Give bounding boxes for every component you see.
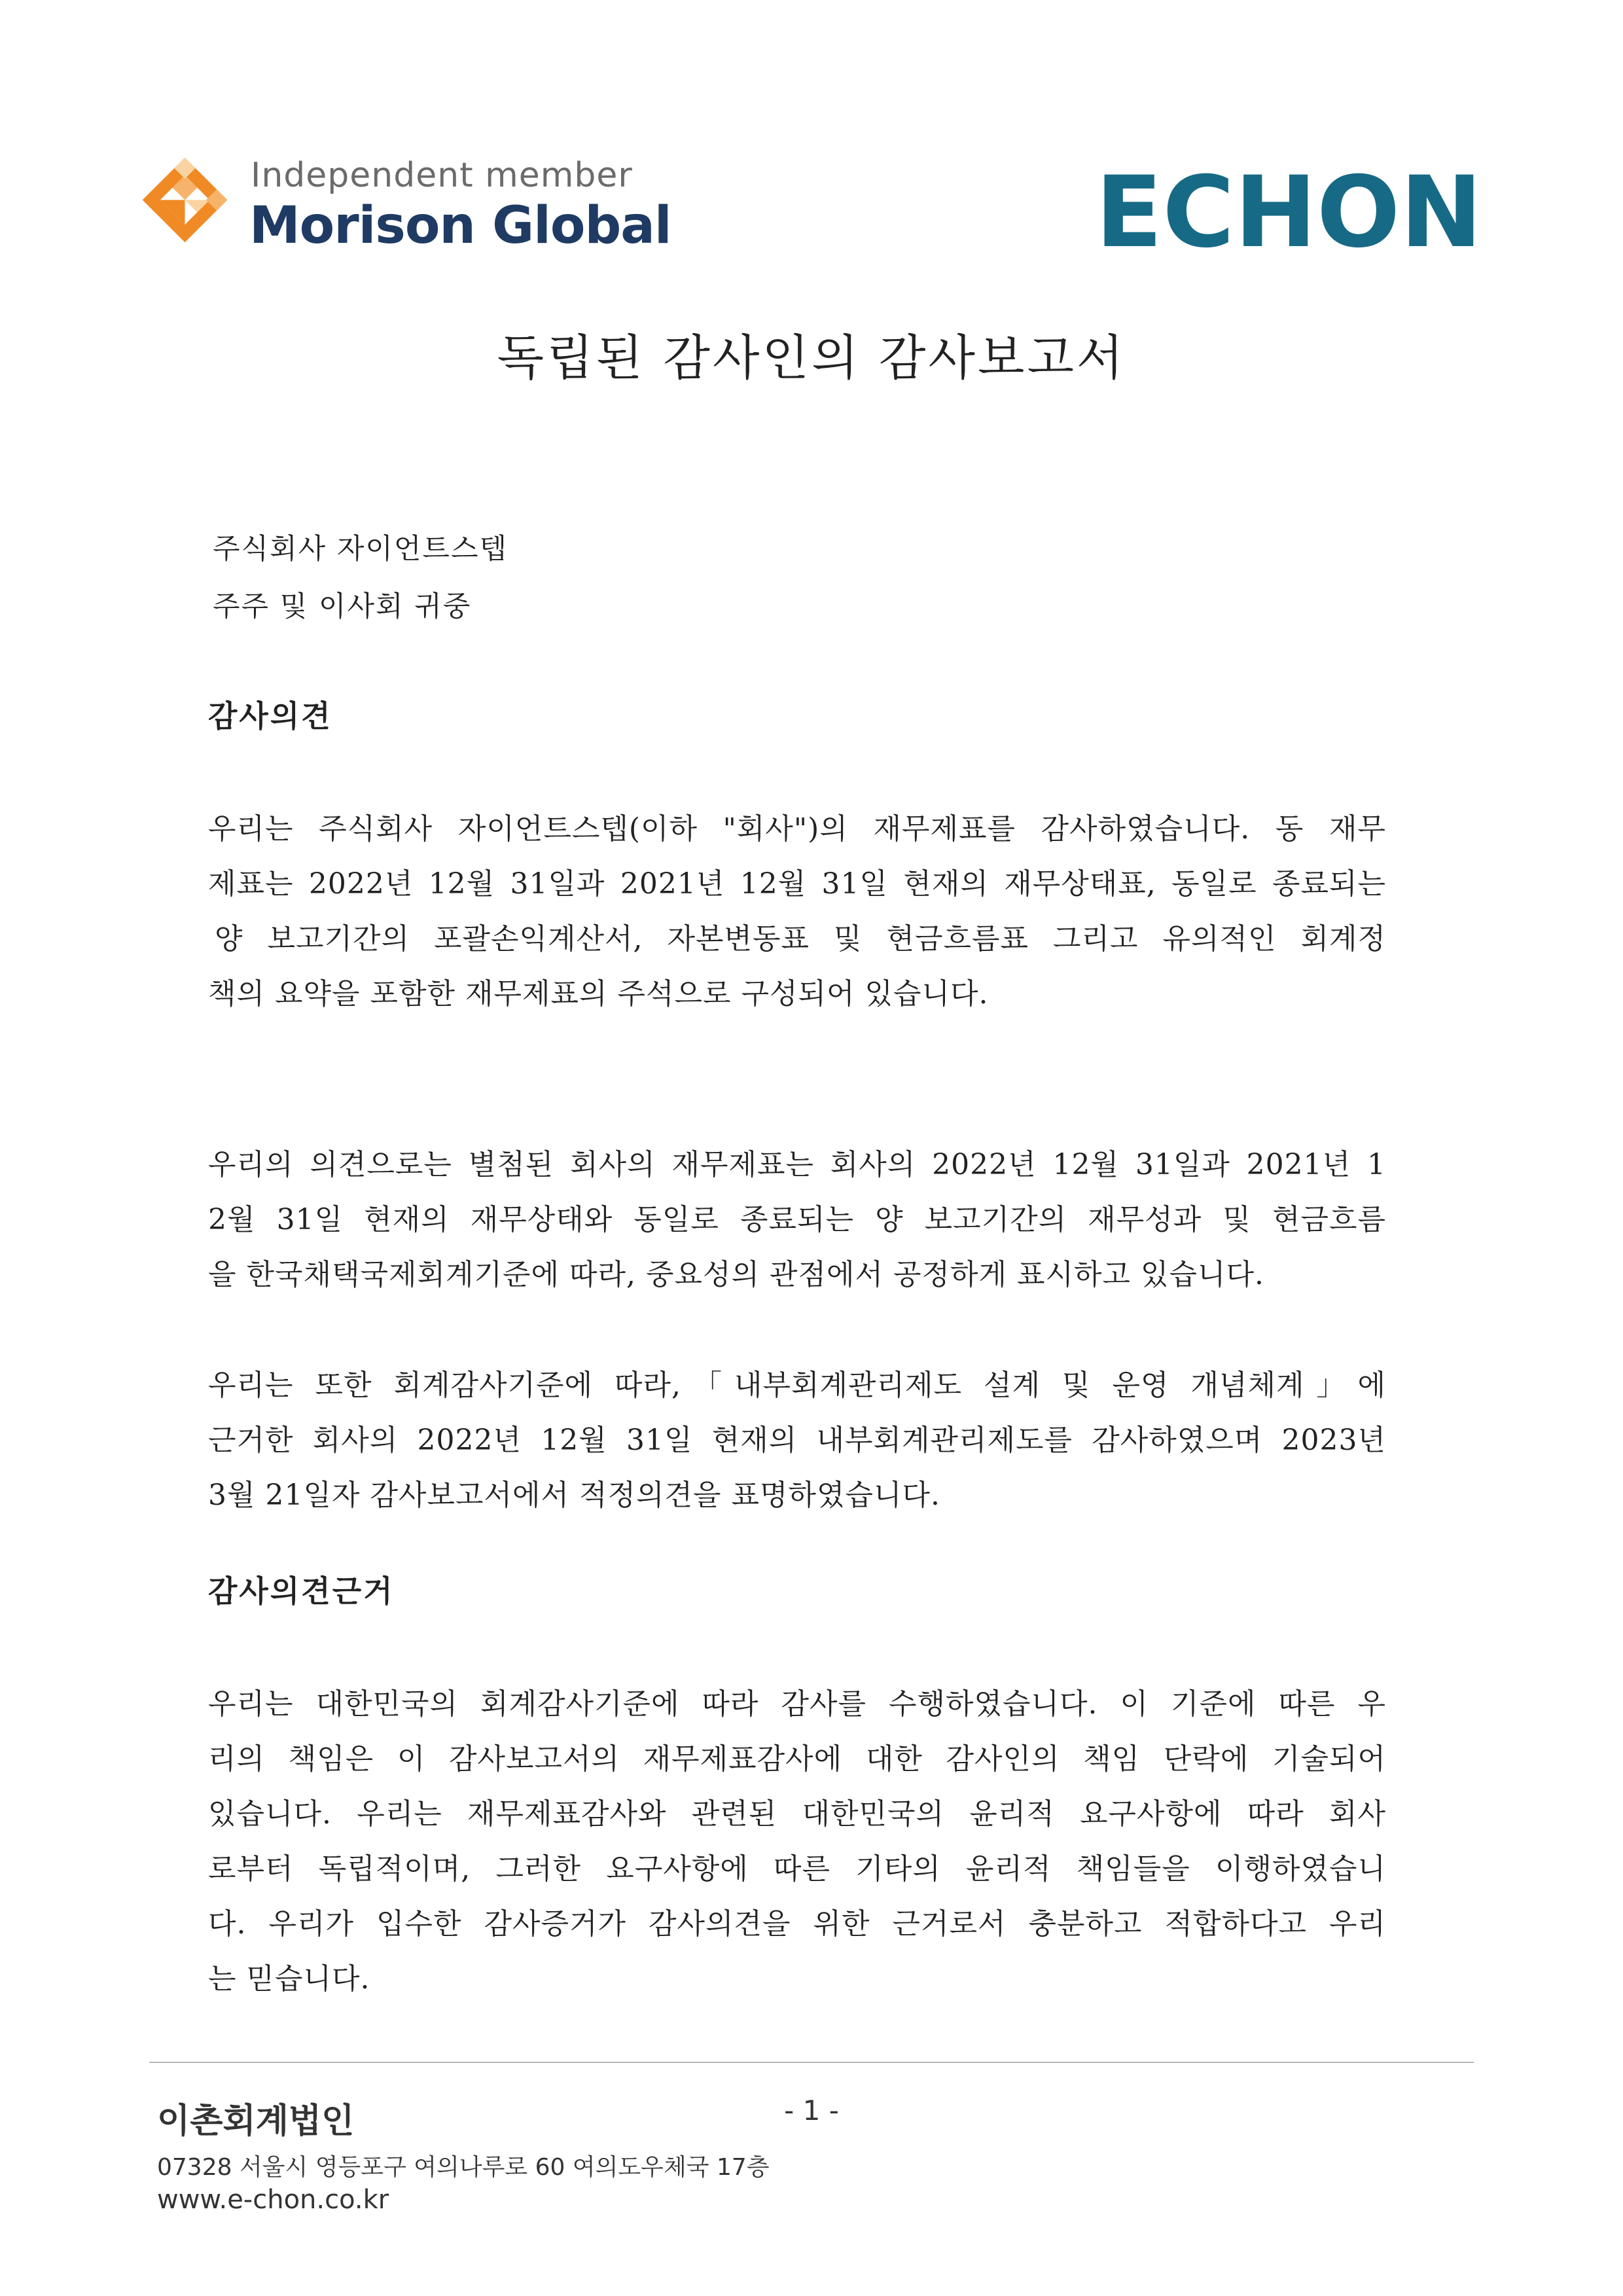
- paragraph-line: 우리는 또한 회계감사기준에 따라,「내부회계관리제도 설계 및 운영 개념체계」에: [208, 1369, 1386, 1402]
- paragraph-line: 는 믿습니다.: [208, 1962, 370, 1996]
- footer-firm-name: 이촌회계법인: [157, 2102, 355, 2141]
- section-heading-opinion: 감사의견: [208, 698, 332, 734]
- paragraph-line: 3월 21일자 감사보고서에서 적정의견을 표명하였습니다.: [208, 1479, 940, 1512]
- morison-diamond-icon: [141, 156, 229, 244]
- addressee-company: 주식회사 자이언트스텝: [213, 533, 508, 565]
- paragraph-line: 근거한 회사의 2022년 12월 31일 현재의 내부회계관리제도를 감사하였으며 2023년: [208, 1424, 1386, 1457]
- opinion-paragraph-2: [208, 1138, 1386, 1302]
- paragraph-line: 을 한국채택국제회계기준에 따라, 중요성의 관점에서 공정하게 표시하고 있습니다.: [208, 1258, 1265, 1291]
- paragraph-line: 2월 31일 현재의 재무상태와 동일로 종료되는 양 보고기간의 재무성과 및 현금흐름: [208, 1203, 1386, 1236]
- opinion-paragraph-3: [208, 1358, 1386, 1523]
- morison-wordmark: Morison Global: [249, 196, 671, 255]
- addressee-recipients: 주주 및 이사회 귀중: [213, 590, 472, 623]
- paragraph-line: 우리는 대한민국의 회계감사기준에 따라 감사를 수행하였습니다. 이 기준에 따른 우: [208, 1687, 1386, 1721]
- echon-logo: ECHON: [1095, 156, 1482, 270]
- paragraph-line: 로부터 독립적이며, 그러한 요구사항에 따른 기타의 윤리적 책임들을 이행하였습니: [208, 1852, 1386, 1886]
- paragraph-line: 우리는 주식회사 자이언트스텝(이하 "회사")의 재무제표를 감사하였습니다. 동 재무: [208, 812, 1386, 846]
- paragraph-line: 양 보고기간의 포괄손익계산서, 자본변동표 및 현금흐름표 그리고 유의적인 회계정: [215, 922, 1386, 956]
- morison-subtitle: Independent member: [251, 156, 633, 195]
- footer-website-link[interactable]: www.e-chon.co.kr: [157, 2185, 389, 2215]
- basis-paragraph-1: [208, 1677, 1386, 2007]
- paragraph-line: 제표는 2022년 12월 31일과 2021년 12월 31일 현재의 재무상태표, 동일로 종료되는: [208, 867, 1386, 901]
- paragraph-line: 우리의 의견으로는 별첨된 회사의 재무제표는 회사의 2022년 12월 31일과 2021년 1: [208, 1148, 1386, 1181]
- section-heading-basis: 감사의견근거: [208, 1573, 395, 1609]
- footer-divider: [149, 2062, 1474, 2063]
- paragraph-line: 책의 요약을 포함한 재무제표의 주석으로 구성되어 있습니다.: [208, 977, 989, 1011]
- page-number: - 1 -: [784, 2094, 839, 2126]
- paragraph-line: 있습니다. 우리는 재무제표감사와 관련된 대한민국의 윤리적 요구사항에 따라 회사: [208, 1797, 1386, 1831]
- opinion-paragraph-1: [208, 802, 1386, 1022]
- addressee-block: [213, 520, 508, 636]
- paragraph-line: 다. 우리가 입수한 감사증거가 감사의견을 위한 근거로서 충분하고 적합하다고 우리: [208, 1907, 1386, 1941]
- document-title: 독립된 감사인의 감사보고서: [497, 330, 1126, 386]
- morison-global-logo: [141, 156, 671, 255]
- footer-address: 07328 서울시 영등포구 여의나루로 60 여의도우체국 17층: [157, 2154, 770, 2181]
- paragraph-line: 리의 책임은 이 감사보고서의 재무제표감사에 대한 감사인의 책임 단락에 기술되어: [208, 1742, 1386, 1776]
